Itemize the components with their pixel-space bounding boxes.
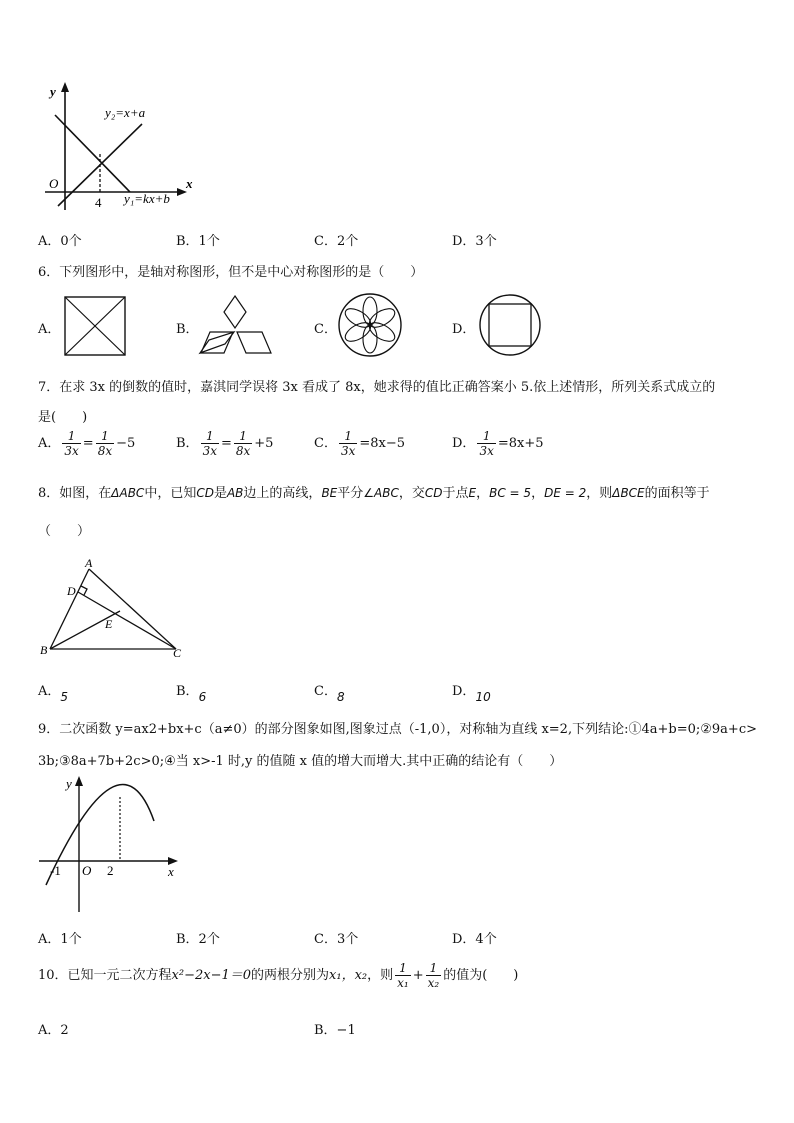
q5-tick-4: 4 (95, 195, 102, 210)
q8-stem-line2: （ ） (38, 524, 91, 539)
q5-y-axis-arrow (61, 82, 69, 92)
q8-point-e: E (105, 617, 113, 631)
q9-option-b[interactable]: B．2个 (176, 932, 220, 947)
q8-point-d: D (67, 584, 76, 598)
q9-x-label: x (168, 864, 174, 879)
q9-option-a[interactable]: A．1个 (38, 932, 82, 947)
q8-option-c[interactable]: C．8 (314, 684, 345, 704)
q5-option-a[interactable]: A．0个 (38, 234, 82, 249)
q10-fraction-1: $\frac{1}{\text{x₁}}$ (397, 961, 409, 990)
q8-point-b: B (40, 643, 48, 657)
q10-option-b[interactable]: B．−1 (314, 1023, 356, 1038)
q8-triangle-figure (38, 555, 193, 665)
q9-y-label: y (66, 776, 72, 791)
q9-option-d[interactable]: D．4个 (452, 932, 497, 947)
q8-stem-line1: 8．如图，在ΔABC中，已知CD是AB边上的高线，BE平分∠ABC，交CD于点E，BC = 5，DE = 2，则ΔBCE的面积等于 (38, 486, 710, 501)
q5-option-c[interactable]: C．2个 (314, 234, 359, 249)
q6-stem: 6．下列图形中，是轴对称图形，但不是中心对称图形的是（ ） (38, 265, 424, 280)
q5-option-d[interactable]: D．3个 (452, 234, 497, 249)
q9-parabola-graph (36, 772, 186, 914)
q7-option-d[interactable]: D． $\frac{1}{3x}$ =8x+5 (452, 429, 544, 458)
q6-figure-circle-square (478, 293, 542, 357)
q7-option-a[interactable]: A． $\frac{1}{3x}$ = $\frac{1}{8x}$ −5 (38, 429, 136, 458)
q5-origin: O (49, 176, 59, 191)
q7-option-b[interactable]: B． $\frac{1}{3x}$ = $\frac{1}{8x}$ +5 (176, 429, 274, 458)
q5-label-y2: y₂=x+a (105, 105, 146, 120)
q5-label-y1: y₁=kx+b (124, 191, 170, 206)
q7-option-c[interactable]: C． $\frac{1}{3x}$ =8x−5 (314, 429, 406, 458)
q10-roots: x₁，x₂ (329, 968, 368, 983)
q9-parabola-curve (46, 785, 154, 885)
q5-y-label: y (50, 84, 56, 99)
q8-point-c: C (173, 646, 182, 660)
q6-figure-three-diamonds (198, 294, 274, 356)
q7-stem-line2: 是( ) (38, 410, 88, 425)
q9-tick-neg1: -1 (50, 863, 61, 878)
q7-stem-line1: 7．在求 3x 的倒数的值时，嘉淇同学误将 3x 看成了 8x，她求得的值比正确答案小 5.依上述情形，所列关系式成立的 (38, 380, 716, 395)
q5-line-y1 (55, 115, 130, 192)
q10-option-a[interactable]: A．2 (38, 1023, 69, 1038)
q10-stem: 10．已知一元二次方程x²−2x−1＝0的两根分别为x₁，x₂，则 $\frac{1}{\text{x₁}}$ + $\frac{1}{\text{x₂}}$ 的值为( ) (38, 961, 519, 990)
q10-fraction-2: $\frac{1}{\text{x₂}}$ (427, 961, 440, 990)
q6-label-c[interactable]: C． (314, 322, 337, 337)
q5-linear-graph (40, 80, 200, 215)
q8-option-b[interactable]: B．6 (176, 684, 207, 704)
q6-label-b[interactable]: B． (176, 322, 199, 337)
q9-origin: O (82, 863, 92, 878)
q6-label-a[interactable]: A． (38, 322, 61, 337)
q10-equation: x²−2x−1＝0 (171, 968, 252, 983)
q6-figure-square-diagonals (64, 296, 126, 356)
q9-tick-2: 2 (107, 863, 114, 878)
q9-option-c[interactable]: C．3个 (314, 932, 359, 947)
q6-figure-flower-circle (337, 292, 403, 358)
q8-option-a[interactable]: A．5 (38, 684, 69, 704)
q9-stem-line1: 9．二次函数 y=ax2+bx+c（a≠0）的部分图象如图,图象过点（-1,0），对称轴为直线 x=2,下列结论:①4a+b=0;②9a+c> (38, 722, 757, 737)
q8-point-a: A (85, 556, 93, 570)
q5-option-b[interactable]: B．1个 (176, 234, 220, 249)
q9-stem-line2: 3b;③8a+7b+2c>0;④当 x>-1 时,y 的值随 x 值的增大而增大.其中正确的结论有（ ） (38, 754, 563, 769)
q6-label-d[interactable]: D． (452, 322, 476, 337)
q5-x-label: x (186, 176, 193, 191)
q8-option-d[interactable]: D．10 (452, 684, 491, 704)
q9-y-axis-arrow (75, 776, 83, 786)
